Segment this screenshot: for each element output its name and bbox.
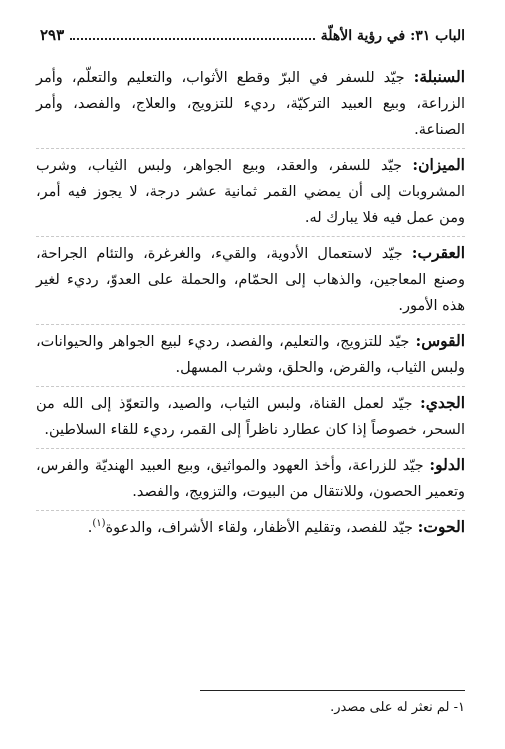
entry-text: جيّد للفصد، وتقليم الأظفار، ولقاء الأشراف، والدعوة <box>105 520 414 536</box>
entry-dalw <box>36 452 465 511</box>
entry-text: جيّد للسفر في البرّ وقطع الأثواب، والتعليم والتعلّم، وأمر الزراعة، وبيع العبيد التركيّة، رديء للتزويج، والعلاج، والفصد، وأمر الصناعة. <box>36 70 465 138</box>
entry-text: جيّد للسفر، والعقد، وبيع الجواهر، ولبس الثياب، وشرب المشروبات إلى أن يمضي القمر ثمانية عشر درجة، لا يجوز فيه أمر، ومن عمل فيه فلا يبارك له. <box>36 158 465 226</box>
entry-qaws <box>36 328 465 387</box>
entry-text: جيّد لعمل القناة، ولبس الثياب، والصيد، والتعوّذ إلى الله من السحر، خصوصاً إذا كان عطارد ناظراً إلى القمر، رديء للقاء السلاطين. <box>36 396 465 438</box>
entry-term: الجدي: <box>419 393 466 412</box>
page-body <box>36 64 465 549</box>
entry-term: السنبلة: <box>413 67 465 86</box>
entry-term: العقرب: <box>411 243 466 262</box>
footnote-marker[interactable]: (١) <box>92 518 106 530</box>
running-header <box>40 26 465 50</box>
entry-term: الحوت: <box>417 517 465 536</box>
page-number: ٢٩٣ <box>40 26 65 44</box>
chapter-title: الباب ٣١: في رؤية الأهلّة <box>320 28 465 44</box>
footnote: ١- لم نعثر له على مصدر. <box>330 700 465 715</box>
entry-hut <box>36 514 465 546</box>
entry-term: الدلو: <box>429 455 466 474</box>
leader-dots <box>70 28 315 40</box>
entry-text: جيّد للتزويج، والتعليم، والفصد، رديء لبيع الجواهر والحيوانات، ولبس الثياب، والقرض، والحلق، وشرب المسهل. <box>36 334 465 376</box>
entry-text: جيّد للزراعة، وأخذ العهود والمواثيق، وبيع العبيد الهنديّة والفرس، وتعمير الحصون، وللانتقال من البيوت، والتزويج، والفصد. <box>36 458 465 500</box>
entry-text: جيّد لاستعمال الأدوية، والقيء، والغرغرة، والتئام الجراحة، وصنع المعاجين، والذهاب إلى الحمّام، والحملة على العدوّ، رديء لغير هذه الأمور. <box>36 246 465 314</box>
entry-aqrab <box>36 240 465 325</box>
entry-mizan <box>36 152 465 237</box>
entry-term: الميزان: <box>412 155 465 174</box>
entry-sunbula <box>36 64 465 149</box>
entry-term: القوس: <box>415 331 466 350</box>
entry-end-punct: . <box>87 520 93 536</box>
entry-jadi <box>36 390 465 449</box>
footnote-rule <box>200 690 465 691</box>
